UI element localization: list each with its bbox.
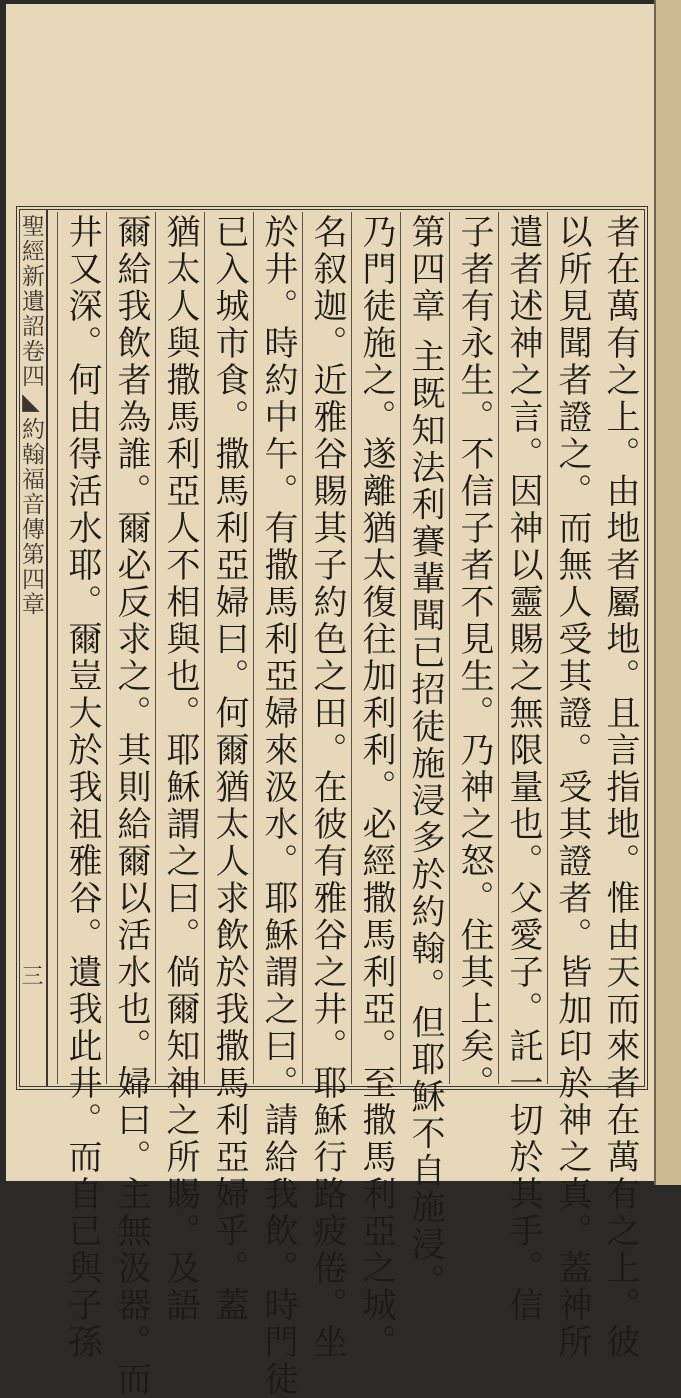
main-text [48,212,644,1398]
text-column-4 [449,212,494,1102]
column-text: 猶太人與撒馬利亞人不相與也。耶穌謂之曰。倘爾知神之所賜。及語 [160,214,200,1324]
column-text: 名叙迦。近雅谷賜其子約色之田。在彼有雅谷之井。耶穌行路疲倦。坐 [307,214,347,1361]
column-text: 子者有永生。不信子者不見生。乃神之怒。住其上矣。 [454,214,494,1102]
text-column-7 [302,212,347,1361]
text-column-3 [498,212,543,1324]
margin-title: 聖經新遺詔卷四◣約翰福音傳第四章 [18,214,44,617]
text-column-11 [106,212,151,1398]
column-text: 以所見聞者證之。而無人受其證。受其證者。皆加印於神之真。蓋神所 [552,214,592,1361]
column-text: 已入城市食。撒馬利亞婦曰。何爾猶太人求飲於我撒馬利亞婦乎。蓋 [209,214,249,1324]
text-column-12 [57,212,102,1361]
column-text: 乃門徒施之。遂離猶太復往加利利。必經撒馬利亞。至撒馬利亞之城。 [356,214,396,1361]
text-column-5 [400,212,445,1301]
column-text: 爾給我飲者為誰。爾必反求之。其則給爾以活水也。婦曰。主無汲器。而 [111,214,151,1398]
text-column-8 [253,212,298,1398]
column-text: 第四章 主既知法利賽輩聞已招徒施浸多於約翰。但耶穌不自施浸。 [405,214,445,1301]
column-text: 井又深。何由得活水耶。爾豈大於我祖雅谷。遺我此井。而自已與子孫 [62,214,102,1361]
column-text: 遣者述神之言。因神以靈賜之無限量也。父愛子。託一切於其手。信 [503,214,543,1324]
text-column-9 [204,212,249,1324]
text-column-10 [155,212,200,1324]
column-text: 者在萬有之上。由地者屬地。且言指地。惟由天而來者在萬有之上。彼 [600,214,640,1361]
column-text: 於井。時約中午。有撒馬利亞婦來汲水。耶穌謂之曰。請給我飲。時門徒 [258,214,298,1398]
margin-column [16,210,48,1086]
text-column-6 [351,212,396,1361]
text-column-2 [547,212,592,1361]
text-column-1 [596,212,641,1361]
next-page-edge [654,0,681,1185]
page-number: 三 [18,964,43,986]
